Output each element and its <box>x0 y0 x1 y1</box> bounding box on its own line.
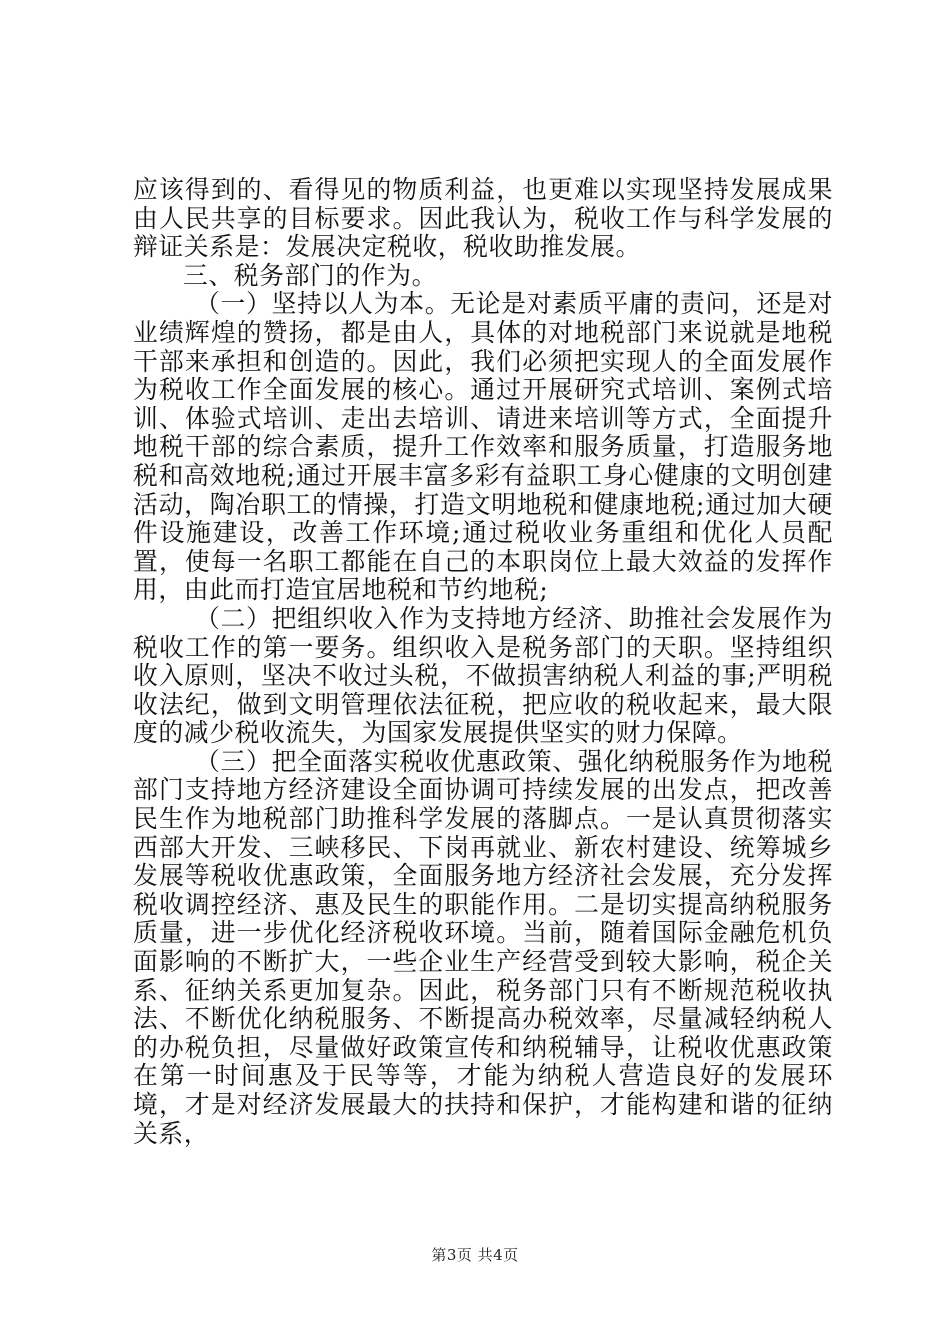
document-body <box>133 176 833 1148</box>
paragraph-continuation: 应该得到的、看得见的物质利益，也更难以实现坚持发展成果由人民共享的目标要求。因此我认为，税收工作与科学发展的辩证关系是：发展决定税收，税收助推发展。 <box>133 175 833 262</box>
paragraph-item-1: （一）坚持以人为本。无论是对素质平庸的责问，还是对业绩辉煌的赞扬，都是由人，具体的对地税部门来说就是地税干部来承担和创造的。因此，我们必须把实现人的全面发展作为税收工作全面发展的核心。通过开展研究式培训、案例式培训、体验式培训、走出去培训、请进来培训等方式，全面提升地税干部的综合素质，提升工作效率和服务质量，打造服务地税和高效地税;通过开展丰富多彩有益职工身心健康的文明创建活动，陶冶职工的情操，打造文明地税和健康地税;通过加大硬件设施建设，改善工作环境;通过税收业务重组和优化人员配置，使每一名职工都能在自己的本职岗位上最大效益的发挥作用，由此而打造宜居地税和节约地税; <box>133 289 833 605</box>
paragraph-item-3: （三）把全面落实税收优惠政策、强化纳税服务作为地税部门支持地方经济建设全面协调可持续发展的出发点，把改善民生作为地税部门助推科学发展的落脚点。一是认真贯彻落实西部大开发、三峡移民、下岗再就业、新农村建设、统筹城乡发展等税收优惠政策，全面服务地方经济社会发展，充分发挥税收调控经济、惠及民生的职能作用。二是切实提高纳税服务质量，进一步优化经济税收环境。当前，随着国际金融危机负面影响的不断扩大，一些企业生产经营受到较大影响，税企关系、征纳关系更加复杂。因此，税务部门只有不断规范税收执法、不断优化纳税服务、不断提高办税效率，尽量减轻纳税人的办税负担，尽量做好政策宣传和纳税辅导，让税收优惠政策在第一时间惠及于民等等，才能为纳税人营造良好的发展环境，才是对经济发展最大的扶持和保护，才能构建和谐的征纳关系， <box>133 746 833 1148</box>
paragraph-item-2: （二）把组织收入作为支持地方经济、助推社会发展作为税收工作的第一要务。组织收入是税务部门的天职。坚持组织收入原则，坚决不收过头税，不做损害纳税人利益的事;严明税收法纪，做到文明管理依法征税，把应收的税收起来，最大限度的减少税收流失，为国家发展提供坚实的财力保障。 <box>133 603 833 748</box>
page-number-footer: 第3页 共4页 <box>431 1246 519 1264</box>
section-heading: 三、税务部门的作为。 <box>183 260 437 290</box>
